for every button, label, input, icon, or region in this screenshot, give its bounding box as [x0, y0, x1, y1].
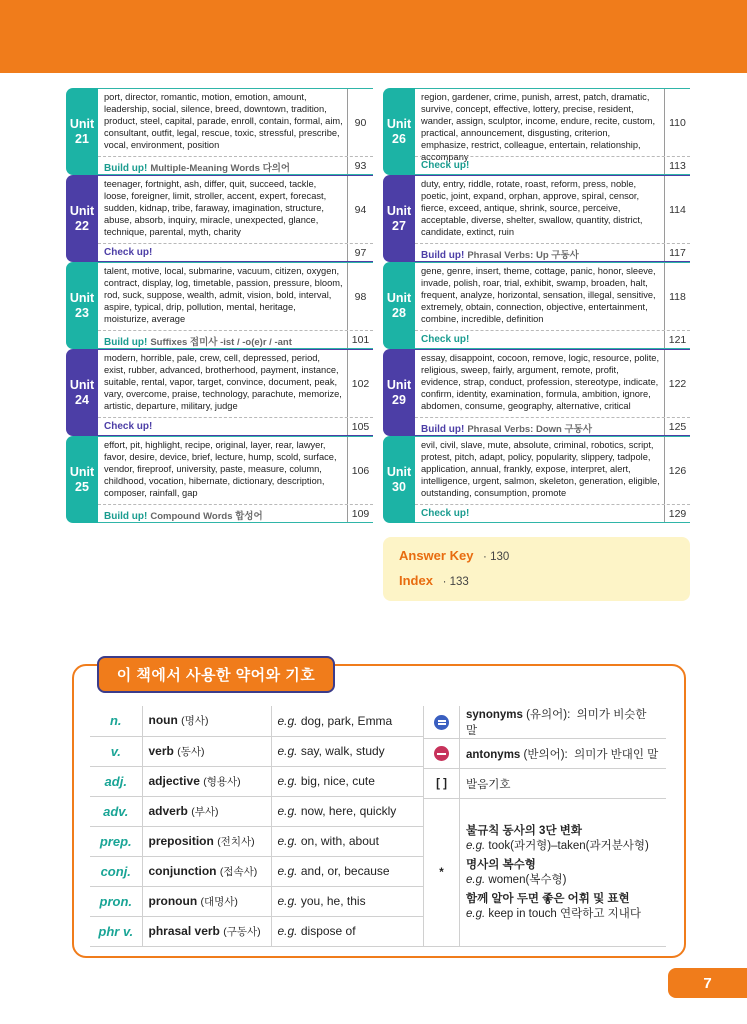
example: e.g. say, walk, study	[271, 736, 423, 766]
example: e.g. big, nice, cute	[271, 766, 423, 796]
unit-word-list: port, director, romantic, motion, emotion, amount, leadership, social, silence, breed, downtown, tradition, product, steel, capital, parade, enroll, contain, formal, aim, consultant, outfit, legal, rescue, toxic, stressful, prescribe, vocal, environment, position	[104, 92, 343, 151]
sub-page-number: 121	[664, 331, 690, 348]
sub-page-number: 109	[347, 505, 373, 522]
abbreviation-table	[90, 706, 423, 947]
unit-word-list: effort, pit, highlight, recipe, original, layer, rear, lawyer, favor, desire, device, brief, lecture, hump, scold, surface, vendor, fireproof, university, paste, measure, column, childhood, vocation, hibernate, dictionary, description, composer, rainfall, gap	[104, 440, 337, 499]
unit-badge: Unit 30	[383, 436, 415, 523]
unit-page-number: 102	[347, 350, 373, 417]
answer-key-link[interactable]: Answer Key · 130	[399, 548, 510, 563]
part-of-speech: verb (동사)	[142, 736, 271, 766]
unit-badge: Unit 28	[383, 262, 415, 349]
unit-word-list: duty, entry, riddle, rotate, roast, reform, press, noble, poetic, joint, expand, orphan, approve, spiral, censor, fierce, exceed, antique, shrink, source, perceive, acceptable, diverse, shelter, swallow, quantity, district, candidate, extinct, ruin	[421, 179, 643, 238]
example: e.g. dog, park, Emma	[271, 706, 423, 736]
unit-badge: Unit 21	[66, 88, 98, 175]
unit-page-number: 126	[664, 437, 690, 504]
unit-page-number: 110	[664, 89, 690, 156]
units-column-left	[66, 88, 373, 523]
antonym-icon	[434, 746, 449, 761]
sub-page-number: 117	[664, 244, 690, 261]
unit-30-row[interactable]	[383, 436, 690, 523]
unit-badge: Unit 26	[383, 88, 415, 175]
legend-title: 이 책에서 사용한 약어와 기호	[97, 656, 335, 693]
unit-sub-section[interactable]: Build up! Compound Words 합성어 109	[98, 504, 373, 523]
abbreviation: adj.	[90, 766, 142, 796]
unit-badge: Unit 24	[66, 349, 98, 436]
abbreviation: adv.	[90, 796, 142, 826]
part-of-speech: adverb (부사)	[142, 796, 271, 826]
unit-sub-section[interactable]: Check up! 105	[98, 417, 373, 436]
unit-word-list: gene, genre, insert, theme, cottage, panic, honor, sleeve, invade, polish, roar, trial, exhibit, swamp, broaden, halt, frequent, analyze, horizontal, sensation, illegal, sensitive, extremely, obtain, connection, objective, entertainment, combine, incredible, definition	[421, 266, 656, 325]
abbreviation-row	[90, 886, 423, 916]
example: e.g. and, or, because	[271, 856, 423, 886]
sub-page-number: 125	[664, 418, 690, 435]
unit-page-number: 114	[664, 176, 690, 243]
unit-28-row[interactable]	[383, 262, 690, 349]
unit-22-row[interactable]	[66, 175, 373, 262]
unit-sub-section[interactable]: Check up! 129	[415, 504, 690, 523]
abbreviation-row	[90, 856, 423, 886]
sub-page-number: 101	[347, 331, 373, 348]
abbreviation-row	[90, 826, 423, 856]
synonym-row: synonyms (유의어): 의미가 비슷한 말	[424, 706, 667, 739]
unit-word-list: evil, civil, slave, mute, absolute, criminal, robotics, script, protest, pitch, adapt, policy, popularity, slippery, tadpole, application, annual, frankly, expose, interpret, alert, intelligence, urgent, salmon, skeleton, generation, eligible, outstanding, consumption, promote	[421, 440, 660, 499]
unit-badge: Unit 22	[66, 175, 98, 262]
unit-27-row[interactable]	[383, 175, 690, 262]
unit-23-row[interactable]	[66, 262, 373, 349]
unit-24-row[interactable]	[66, 349, 373, 436]
abbreviation: v.	[90, 736, 142, 766]
unit-25-row[interactable]	[66, 436, 373, 523]
abbreviation: pron.	[90, 886, 142, 916]
unit-sub-section[interactable]: Build up! Phrasal Verbs: Up 구동사 117	[415, 243, 690, 262]
abbreviation-row	[90, 916, 423, 946]
unit-badge: Unit 23	[66, 262, 98, 349]
abbreviation-row	[90, 706, 423, 736]
page-number: 7	[668, 968, 747, 998]
example: e.g. now, here, quickly	[271, 796, 423, 826]
abbreviation: n.	[90, 706, 142, 736]
abbreviation-row	[90, 796, 423, 826]
abbreviation: phr v.	[90, 916, 142, 946]
pronunciation-row: [ ] 발음기호	[424, 769, 667, 799]
unit-page-number: 98	[347, 263, 373, 330]
unit-sub-section[interactable]: Build up! Multiple-Meaning Words 다의어 93	[98, 156, 373, 175]
unit-29-row[interactable]	[383, 349, 690, 436]
abbreviation: conj.	[90, 856, 142, 886]
part-of-speech: noun (명사)	[142, 706, 271, 736]
unit-word-list: modern, horrible, pale, crew, cell, depressed, period, exist, rubber, advanced, brotherhood, payment, instance, suitable, rental, vapor, target, convince, document, peak, vary, overcome, praise, technology, parachute, memorize, artistic, departure, military, judge	[104, 353, 342, 412]
abbreviation: prep.	[90, 826, 142, 856]
unit-sub-section[interactable]: Build up! Phrasal Verbs: Down 구동사 125	[415, 417, 690, 436]
example: e.g. on, with, about	[271, 826, 423, 856]
part-of-speech: phrasal verb (구동사)	[142, 916, 271, 946]
example: e.g. dispose of	[271, 916, 423, 946]
sub-page-number: 93	[347, 157, 373, 174]
unit-sub-section[interactable]: Check up! 97	[98, 243, 373, 262]
unit-page-number: 122	[664, 350, 690, 417]
asterisk-row: * 불규칙 동사의 3단 변화 e.g. took(과거형)–taken(과거분사형) 명사의 복수형 e.g. women(복수형) 함께 알아 두면 좋은 어휘 및 표현 e.g. keep in touch 연락하고 지내다	[424, 799, 667, 947]
abbreviation-row	[90, 766, 423, 796]
synonym-icon	[434, 715, 449, 730]
symbol-table	[423, 706, 666, 947]
sub-page-number: 113	[664, 157, 690, 174]
part-of-speech: pronoun (대명사)	[142, 886, 271, 916]
units-column-right	[383, 88, 690, 523]
unit-word-list: talent, motive, local, submarine, vacuum, citizen, oxygen, contract, display, log, timetable, passion, pressure, bloom, rod, suck, suppose, wealth, admit, vision, bold, interval, aspire, typical, drip, pollution, mental, heritage, moisturize, average	[104, 266, 343, 325]
part-of-speech: conjunction (접속사)	[142, 856, 271, 886]
answer-index-box	[383, 537, 690, 601]
unit-sub-section[interactable]: Check up! 121	[415, 330, 690, 349]
unit-sub-section[interactable]: Check up! 113	[415, 156, 690, 175]
example: e.g. you, he, this	[271, 886, 423, 916]
unit-badge: Unit 27	[383, 175, 415, 262]
unit-page-number: 90	[347, 89, 373, 156]
unit-badge: Unit 25	[66, 436, 98, 523]
unit-page-number: 106	[347, 437, 373, 504]
sub-page-number: 97	[347, 244, 373, 261]
antonym-row: antonyms (반의어): 의미가 반대인 말	[424, 739, 667, 769]
sub-page-number: 129	[664, 505, 690, 522]
sub-page-number: 105	[347, 418, 373, 435]
unit-word-list: essay, disappoint, cocoon, remove, logic, resource, polite, religious, sweep, fairly, argument, remote, profit, evidence, strap, conduct, profession, stereotype, indicate, confirm, identity, examination, formula, ambition, ignore, abdomen, consume, geography, alternative, critical	[421, 353, 660, 412]
top-orange-bar	[0, 0, 747, 73]
unit-26-row[interactable]	[383, 88, 690, 175]
part-of-speech: preposition (전치사)	[142, 826, 271, 856]
unit-21-row[interactable]	[66, 88, 373, 175]
abbreviation-row	[90, 736, 423, 766]
unit-page-number: 118	[664, 263, 690, 330]
unit-word-list: teenager, fortnight, ash, differ, quit, succeed, tackle, loose, foreigner, limit, stroller, accent, expert, forecast, sudden, kidnap, tribe, faraway, imagination, structure, abuse, absorb, inquiry, miracle, unexpected, glance, technique, parental, myth, charity	[104, 179, 327, 238]
part-of-speech: adjective (형용사)	[142, 766, 271, 796]
unit-page-number: 94	[347, 176, 373, 243]
index-link[interactable]: Index · 133	[399, 573, 469, 588]
unit-badge: Unit 29	[383, 349, 415, 436]
unit-sub-section[interactable]: Build up! Suffixes 접미사 -ist / -o(e)r / -ant 101	[98, 330, 373, 349]
unit-word-list: region, gardener, crime, punish, arrest, patch, dramatic, survive, concept, effective, lottery, precise, resident, wander, assign, sculptor, income, endure, recite, custom, practical, announcement, disgusting, criterion, emphasize, restrict, colleague, entertain, relationship, accompany	[421, 92, 656, 163]
